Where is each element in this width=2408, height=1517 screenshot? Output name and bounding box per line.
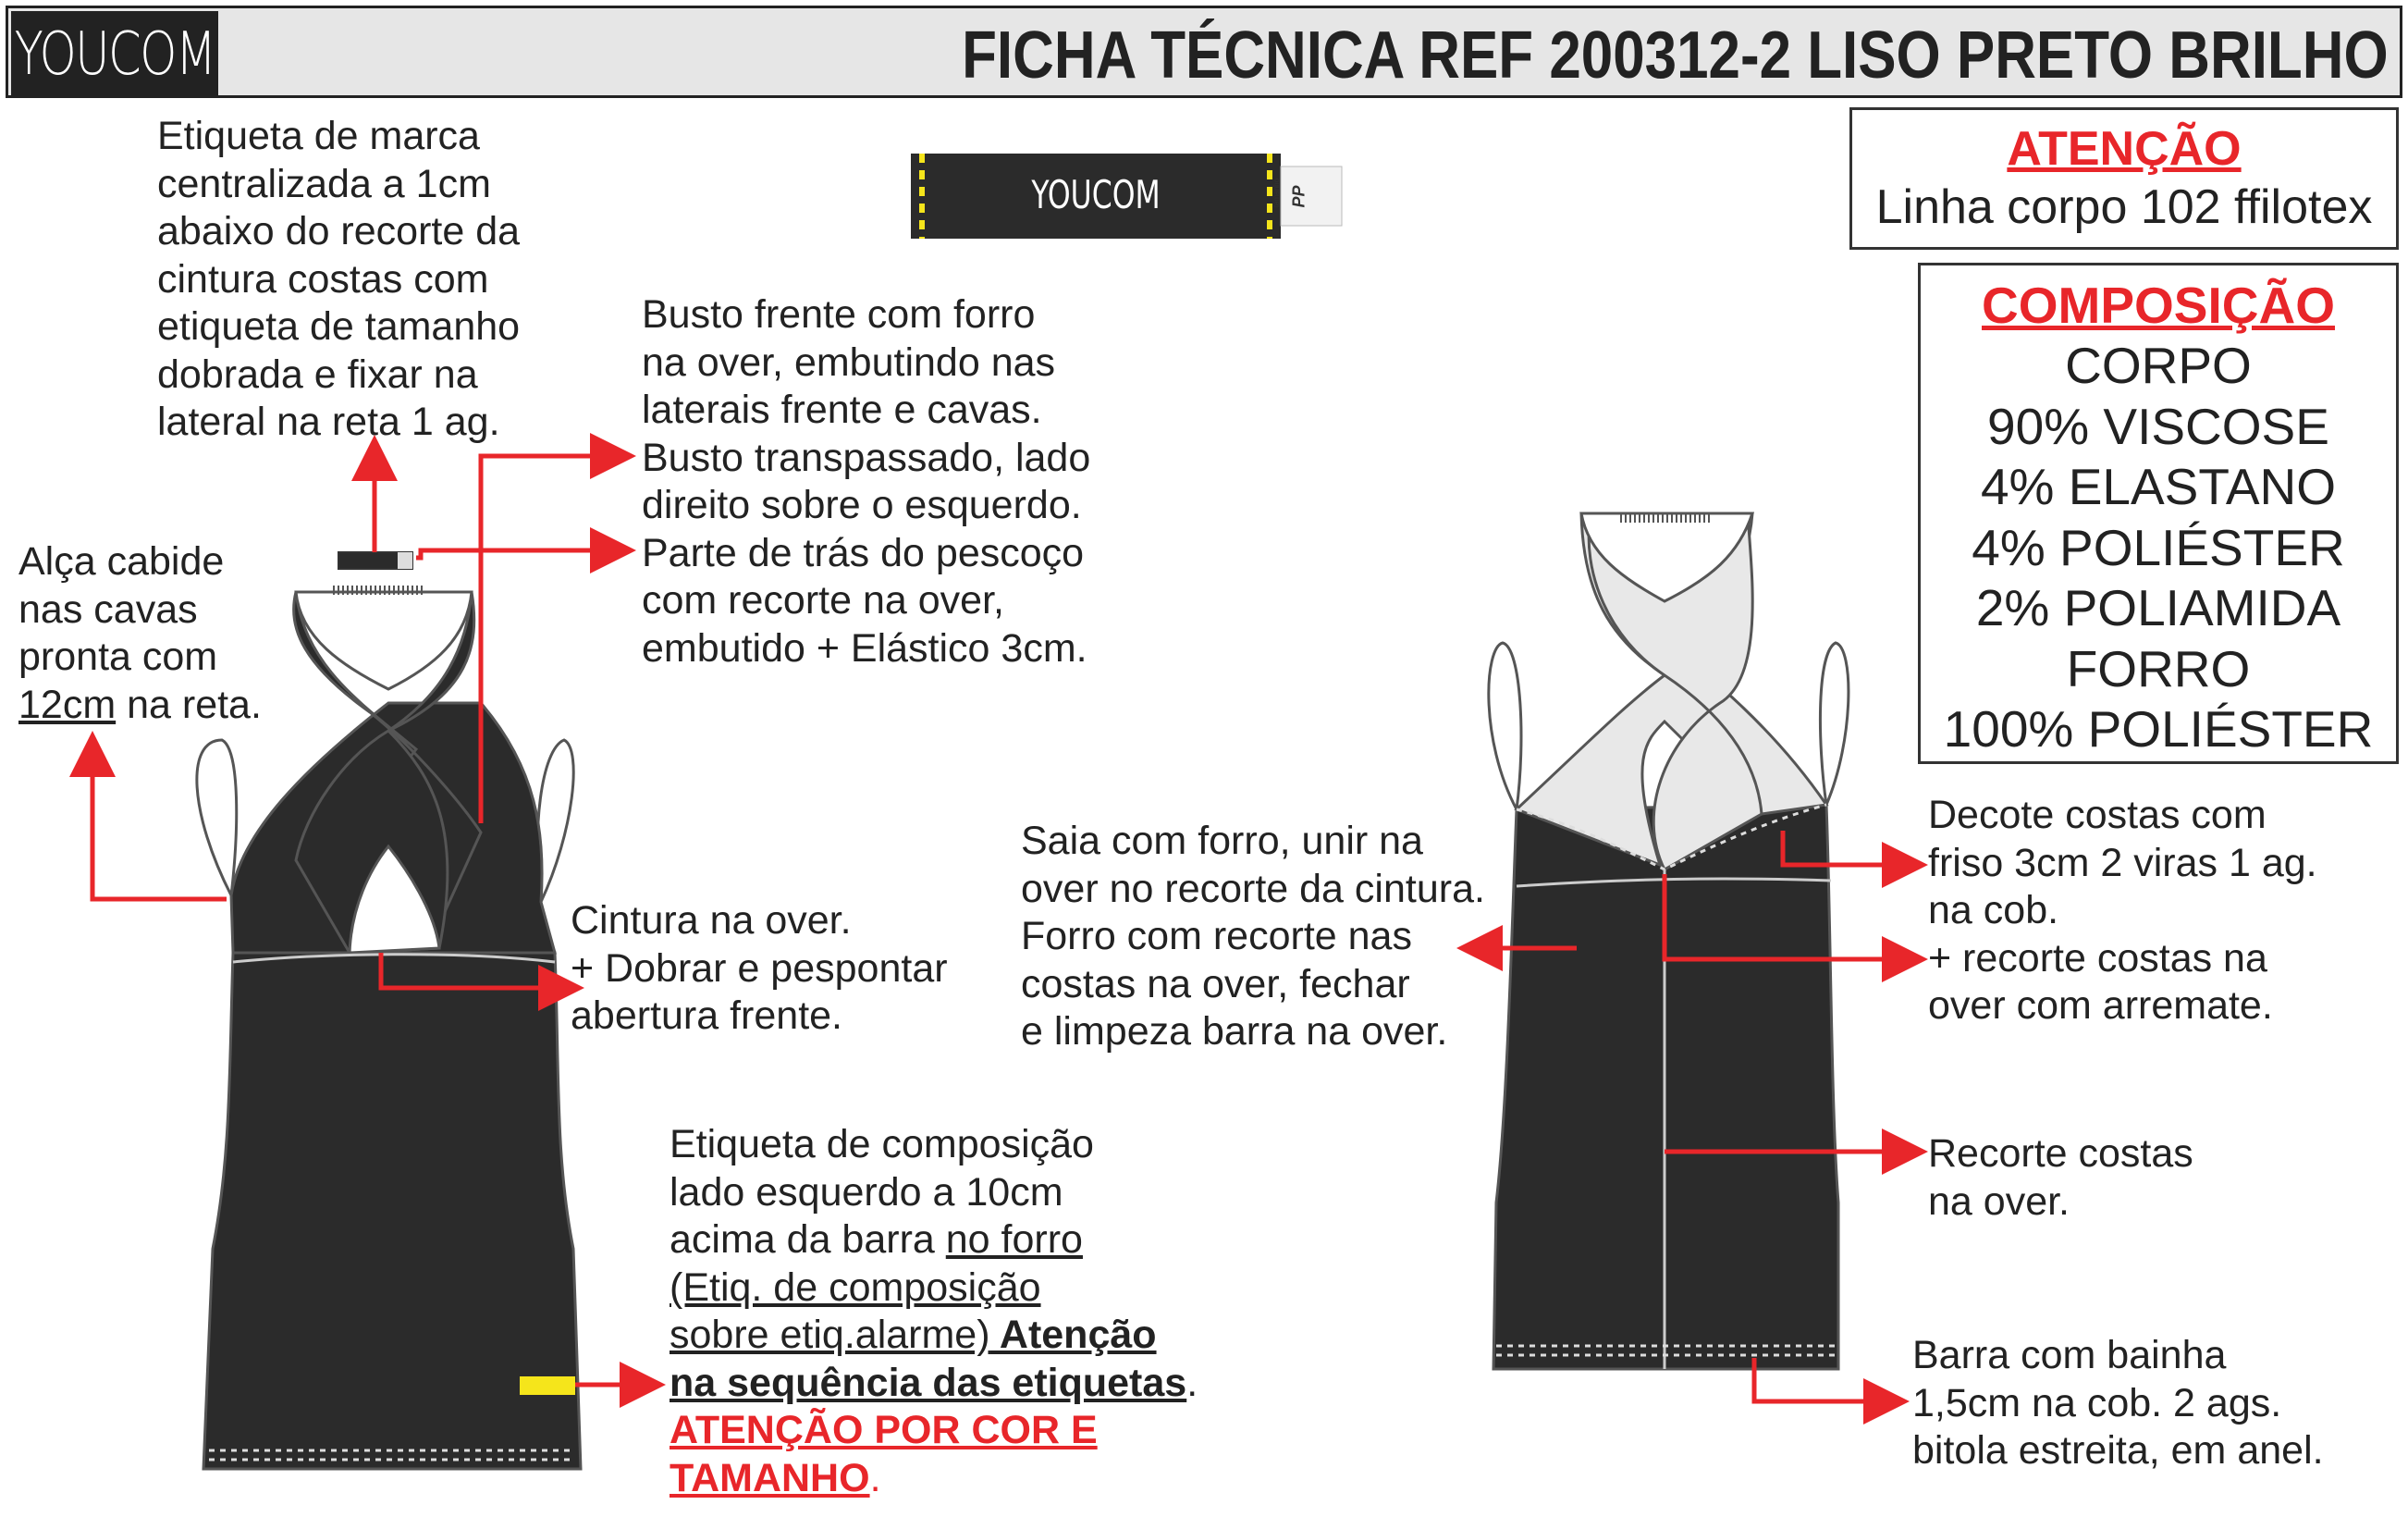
- note-line: Etiqueta de marca: [157, 114, 480, 158]
- note-line: (Etiq. de composição: [670, 1264, 1041, 1310]
- note-bold: Atenção: [989, 1313, 1157, 1357]
- note-skirt: [1021, 818, 1485, 1056]
- note-brand-label: [157, 113, 520, 447]
- note-line: dobrada e fixar na: [157, 352, 478, 397]
- note-line: bitola estreita, em anel.: [1912, 1428, 2324, 1473]
- note-line: abaixo do recorte da: [157, 209, 521, 253]
- note-line: laterais frente e cavas.: [642, 388, 1042, 432]
- note-line: [670, 1455, 1198, 1503]
- attention-text: Linha corpo 102 ffilotex: [1875, 180, 2373, 234]
- note-line: Forro com recorte nas: [1021, 914, 1412, 958]
- note-line: [18, 682, 262, 730]
- label-brand-text: YOUCOM: [1031, 172, 1161, 217]
- composition-line: 90% VISCOSE: [1987, 397, 2329, 455]
- label-size-text: PP: [1289, 185, 1308, 208]
- note-back-seam: [1928, 1130, 2193, 1226]
- note-text: acima da barra: [670, 1217, 946, 1262]
- composition-line: 100% POLIÉSTER: [1943, 700, 2374, 758]
- note-line: lateral na reta 1 ag.: [157, 400, 500, 444]
- note-line: nas cavas: [18, 586, 198, 632]
- composition-line: 2% POLIAMIDA: [1975, 579, 2341, 636]
- note-line: etiqueta de tamanho: [157, 304, 521, 349]
- note-line: + recorte costas na: [1928, 935, 2267, 980]
- note-line: Barra com bainha: [1912, 1333, 2227, 1377]
- composition-heading: COMPOSIÇÃO: [1982, 277, 2335, 334]
- note-underlined: no forro: [945, 1217, 1083, 1262]
- note-line: e limpeza barra na over.: [1021, 1009, 1448, 1054]
- note-line: over com arremate.: [1928, 983, 2273, 1028]
- note-line: Saia com forro, unir na: [1021, 819, 1423, 863]
- note-line: 1,5cm na cob. 2 ags.: [1912, 1380, 2282, 1425]
- note-line: Alça cabide: [18, 539, 225, 584]
- note-warning: ATENÇÃO POR COR E: [670, 1408, 1098, 1452]
- note-hem: [1912, 1332, 2324, 1475]
- note-line: lado esquerdo a 10cm: [670, 1169, 1063, 1215]
- note-neckline: [1928, 792, 2317, 1030]
- note-line: Decote costas com: [1928, 793, 2267, 837]
- note-line: [670, 1312, 1198, 1360]
- note-line: Busto frente com forro: [642, 292, 1036, 337]
- note-underlined: 12cm: [18, 682, 117, 727]
- note-line: direito sobre o esquerdo.: [642, 483, 1082, 527]
- note-text: .: [1186, 1360, 1198, 1405]
- note-line: com recorte na over,: [642, 578, 1004, 623]
- note-strap: [18, 538, 262, 729]
- note-line: Recorte costas: [1928, 1131, 2193, 1176]
- note-line: costas na over, fechar: [1021, 961, 1410, 1006]
- note-line: [670, 1216, 1198, 1264]
- note-line: Cintura na over.: [571, 898, 852, 943]
- note-line: centralizada a 1cm: [157, 161, 491, 206]
- composition-line: FORRO: [2066, 639, 2251, 697]
- note-line: abertura frente.: [571, 993, 843, 1038]
- note-comp-label: [670, 1121, 1198, 1502]
- note-line: na over.: [1928, 1178, 2070, 1224]
- note-line: friso 3cm 2 viras 1 ag.: [1928, 840, 2317, 885]
- label-size-word: tamanho: [1272, 178, 1282, 208]
- note-text: .: [869, 1455, 881, 1500]
- note-bold: na sequência das etiquetas: [670, 1360, 1187, 1405]
- attention-heading: ATENÇÃO: [2007, 122, 2242, 176]
- composition-line: 4% ELASTANO: [1980, 458, 2337, 515]
- note-line: na cob.: [1928, 888, 2059, 932]
- note-line: [670, 1360, 1198, 1408]
- note-line: Busto transpassado, lado: [642, 435, 1091, 480]
- note-line: cintura costas com: [157, 256, 489, 302]
- note-bust: [642, 291, 1090, 672]
- note-underlined: sobre etiq.alarme): [670, 1313, 990, 1357]
- composition-line: CORPO: [2065, 337, 2252, 394]
- brand-logo: YOUCOM: [11, 11, 218, 98]
- note-text: na reta.: [116, 682, 262, 727]
- note-line: pronta com: [18, 635, 218, 679]
- note-line: na over, embutindo nas: [642, 339, 1056, 385]
- note-line: embutido + Elástico 3cm.: [642, 625, 1087, 671]
- note-line: Etiqueta de composição: [670, 1122, 1094, 1166]
- note-line: Parte de trás do pescoço: [642, 530, 1085, 575]
- note-line: over no recorte da cintura.: [1021, 866, 1485, 911]
- page-title: FICHA TÉCNICA REF 200312-2 LISO PRETO BRILHO: [962, 18, 2389, 92]
- note-waist: [571, 897, 948, 1041]
- back-dress-drawing: [1489, 513, 1849, 1369]
- note-line: + Dobrar e pespontar: [571, 945, 948, 991]
- composition-line: 4% POLIÉSTER: [1972, 518, 2345, 576]
- note-warning: TAMANHO: [670, 1455, 870, 1500]
